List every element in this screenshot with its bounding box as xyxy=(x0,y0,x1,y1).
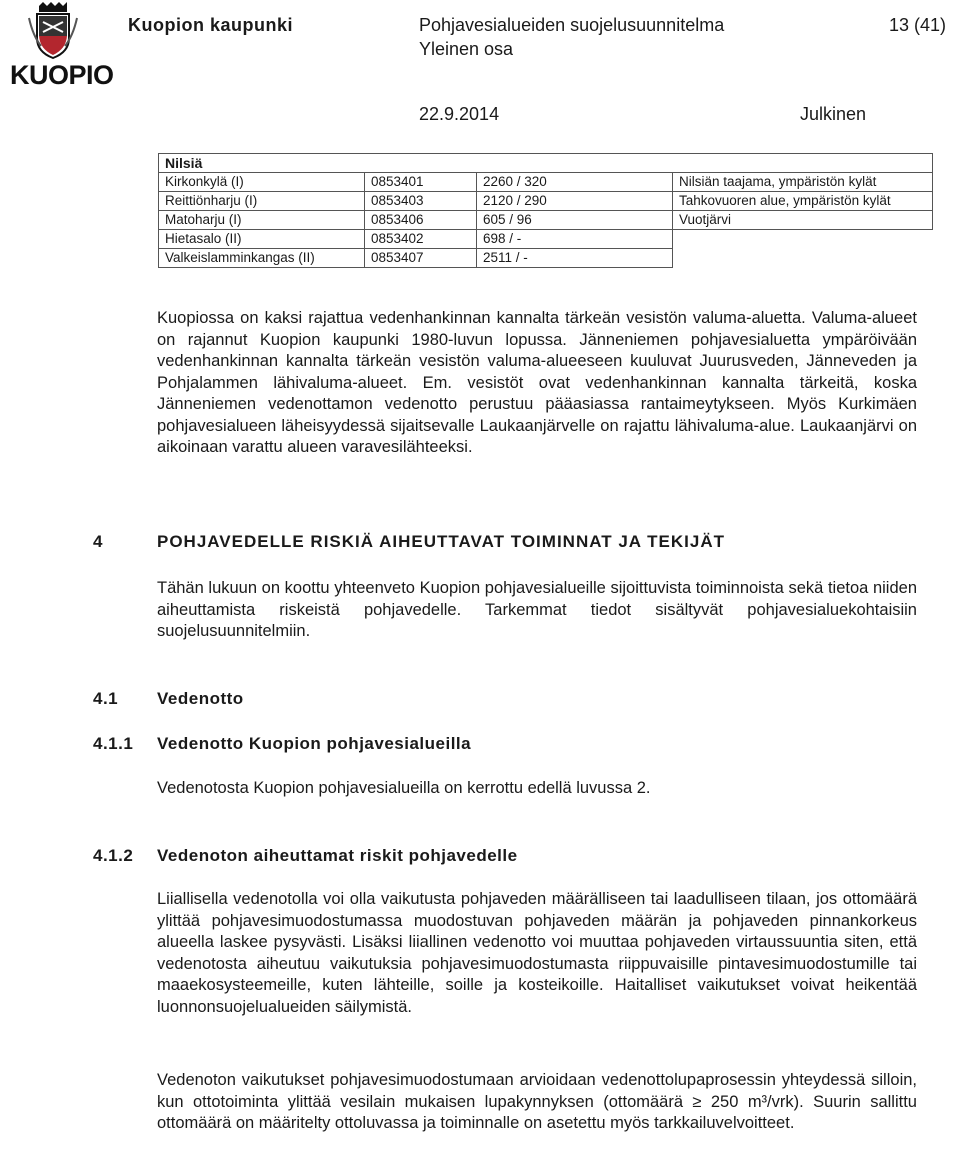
document-classification: Julkinen xyxy=(800,104,867,124)
section-title: Vedenoton aiheuttamat riskit pohjavedelle xyxy=(157,846,518,865)
section-title: POHJAVEDELLE RISKIÄ AIHEUTTAVAT TOIMINNAT JA TEKIJÄT xyxy=(157,532,726,551)
paragraph-water-intake: Vedenotosta Kuopion pohjavesialueilla on kerrottu edellä luvussa 2. xyxy=(157,779,651,797)
paragraph-section-intro: Tähän lukuun on koottu yhteenveto Kuopion pohjavesialueille sijoittuvista toiminnoista sekä tietoa niiden aiheuttamista riskeistä pohjavedelle. Tarkemmat tiedot sisältyvät pohjavesialuekohtaisiin suojelusuunnitelmiin. xyxy=(157,579,917,640)
section-number: 4 xyxy=(93,532,104,551)
paragraph-intake-risks: Liiallisella vedenotolla voi olla vaikutusta pohjaveden määrälliseen tai laadulliseen tilaan, jos ottomäärä ylittää pohjavesimuodostumassa muodostuvan pohjaveden määrän ja pohjaveden pinnankorkeus alueella laskee pysyvästi. Lisäksi liiallinen vedenotto voi muuttaa pohjaveden virtaussuuntia siten, että vedenotosta aiheutuu vaikutuksia pohjavesimuodostumasta riippuvaisille pintavesimuodostumille tai maaekosysteemeille, kuten lähteille, soille ja kosteikoille. Haitalliset vaikutukset voivat heikentää luonnonsuojelualueiden säilymistä. xyxy=(157,890,917,1016)
table-cell: 698 / - xyxy=(477,230,673,249)
table-row xyxy=(159,230,933,249)
table-row xyxy=(159,249,933,268)
paragraph-intake-effects: Vedenoton vaikutukset pohjavesimuodostumaan arvioidaan vedenottolupaprosessin yhteydessä silloin, kun ottotoiminta ylittää vesilain mukaisen lupakynnyksen (ottomäärä ≥ 250 m³/vrk). Suurin sallittu ottomäärä on määritelty ottoluvassa ja toiminnalle on asetettu myös tarkkailuvelvoitteet. xyxy=(157,1071,917,1132)
section-title: Vedenotto Kuopion pohjavesialueilla xyxy=(157,734,472,753)
groundwater-area-table xyxy=(158,153,933,268)
table-region-row xyxy=(159,154,933,173)
section-title: Vedenotto xyxy=(157,689,244,708)
table-cell: 605 / 96 xyxy=(477,211,673,230)
table-cell: Valkeislamminkangas (II) xyxy=(159,249,365,268)
paragraph-catchment-areas: Kuopiossa on kaksi rajattua vedenhankinnan kannalta tärkeän vesistön valuma-aluetta. Valuma-alueet on rajannut Kuopion kaupunki 1980-luvun lopussa. Jänneniemen pohjavesialuetta ympäröivään vedenhankinnan kannalta tärkeän vesistön valuma-alueeseen kuuluvat Juurusveden, Jänneveden ja Pohjalammen lähivaluma-alueet. Em. vesistöt ovat vedenhankinnan kannalta tärkeitä, koska Jänneniemen vedenottamon vedenotto perustuu pääasiassa rantaimeytykseen. Myös Kurkimäen pohjavesialueen läheisyydessä sijaitsevalle Laukaanjärvelle on rajattu lähivaluma-alue. Laukaanjärvi on aikoinaan varattu alueen varavesilähteeksi. xyxy=(157,309,917,456)
table-cell: 0853403 xyxy=(365,192,477,211)
table-row xyxy=(159,211,933,230)
logo-wordmark: KUOPIO xyxy=(10,60,114,90)
page-number: 13 (41) xyxy=(888,15,946,35)
document-title: Pohjavesialueiden suojelusuunnitelma xyxy=(419,15,725,35)
table-region-cell: Nilsiä xyxy=(159,154,933,173)
section-number: 4.1 xyxy=(93,689,119,708)
table-row xyxy=(159,192,933,211)
organization-name: Kuopion kaupunki xyxy=(128,15,293,35)
kuopio-logo xyxy=(5,2,114,92)
table-cell: 0853401 xyxy=(365,173,477,192)
section-number: 4.1.2 xyxy=(93,846,134,865)
table-cell: 0853407 xyxy=(365,249,477,268)
table-cell: Matoharju (I) xyxy=(159,211,365,230)
table-cell: Tahkovuoren alue, ympäristön kylät xyxy=(673,192,933,211)
section-heading-4-1-2 xyxy=(93,846,518,866)
section-heading-4-1-1 xyxy=(93,734,471,754)
table-cell: 2120 / 290 xyxy=(477,192,673,211)
section-heading-4-1 xyxy=(93,689,244,709)
section-heading-4 xyxy=(93,532,725,552)
table-cell: Kirkonkylä (I) xyxy=(159,173,365,192)
table-cell: 0853406 xyxy=(365,211,477,230)
table-cell: Hietasalo (II) xyxy=(159,230,365,249)
table-row xyxy=(159,173,933,192)
document-date: 22.9.2014 xyxy=(419,104,500,124)
table-cell: Nilsiän taajama, ympäristön kylät xyxy=(673,173,933,192)
document-subtitle: Yleinen osa xyxy=(419,39,514,59)
table-cell: Vuotjärvi xyxy=(673,211,933,230)
table-cell xyxy=(673,230,933,249)
coat-of-arms-icon xyxy=(5,2,101,62)
section-number: 4.1.1 xyxy=(93,734,134,753)
table-cell: Reittiönharju (I) xyxy=(159,192,365,211)
table-cell xyxy=(673,249,933,268)
table-cell: 2260 / 320 xyxy=(477,173,673,192)
table-cell: 0853402 xyxy=(365,230,477,249)
table-cell: 2511 / - xyxy=(477,249,673,268)
